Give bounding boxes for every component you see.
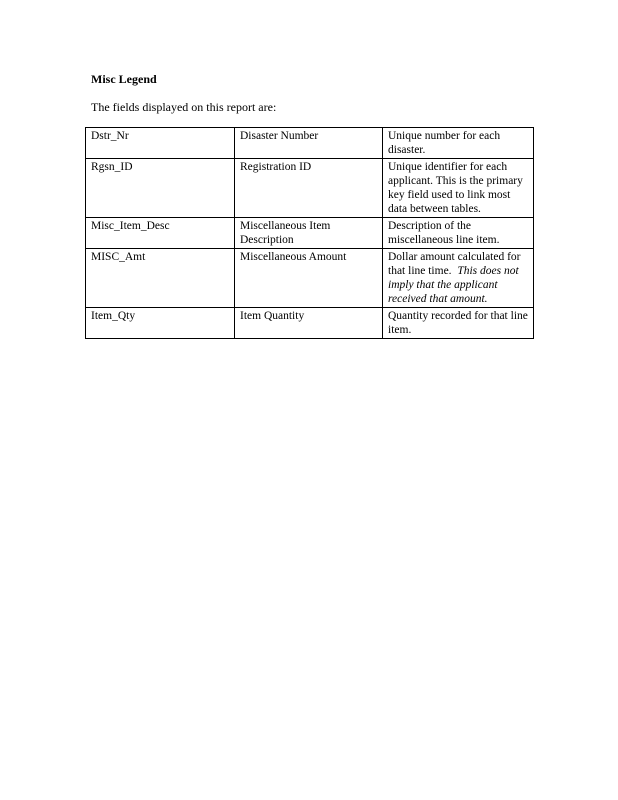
table-row xyxy=(86,128,534,159)
description-note-italic: This does not imply that the applicant received that amount. xyxy=(388,265,522,305)
description-text: Unique number for each disaster. xyxy=(388,130,501,156)
field-description-cell xyxy=(383,308,534,339)
field-name-cell: Registration ID xyxy=(235,159,383,218)
description-text: Description of the miscellaneous line item. xyxy=(388,220,500,246)
field-description-cell xyxy=(383,218,534,249)
field-description-cell xyxy=(383,249,534,308)
field-description-cell xyxy=(383,128,534,159)
field-code-cell: MISC_Amt xyxy=(86,249,235,308)
field-code-cell: Rgsn_ID xyxy=(86,159,235,218)
intro-text: The fields displayed on this report are: xyxy=(91,100,277,114)
table-row xyxy=(86,308,534,339)
description-text: Unique identifier for each applicant. This is the primary key field used to link most data between tables. xyxy=(388,161,523,215)
field-name-cell: Disaster Number xyxy=(235,128,383,159)
field-name-cell: Miscellaneous Amount xyxy=(235,249,383,308)
field-code-cell: Misc_Item_Desc xyxy=(86,218,235,249)
table-row xyxy=(86,218,534,249)
field-description-cell xyxy=(383,159,534,218)
page-title: Misc Legend xyxy=(91,72,157,86)
field-name-cell: Miscellaneous Item Description xyxy=(235,218,383,249)
field-name-cell: Item Quantity xyxy=(235,308,383,339)
field-code-cell: Dstr_Nr xyxy=(86,128,235,159)
description-text: Dollar amount calculated for that line time. xyxy=(388,251,524,277)
field-code-cell: Item_Qty xyxy=(86,308,235,339)
legend-table xyxy=(85,127,534,339)
table-row xyxy=(86,249,534,308)
table-row xyxy=(86,159,534,218)
description-text: Quantity recorded for that line item. xyxy=(388,310,528,336)
